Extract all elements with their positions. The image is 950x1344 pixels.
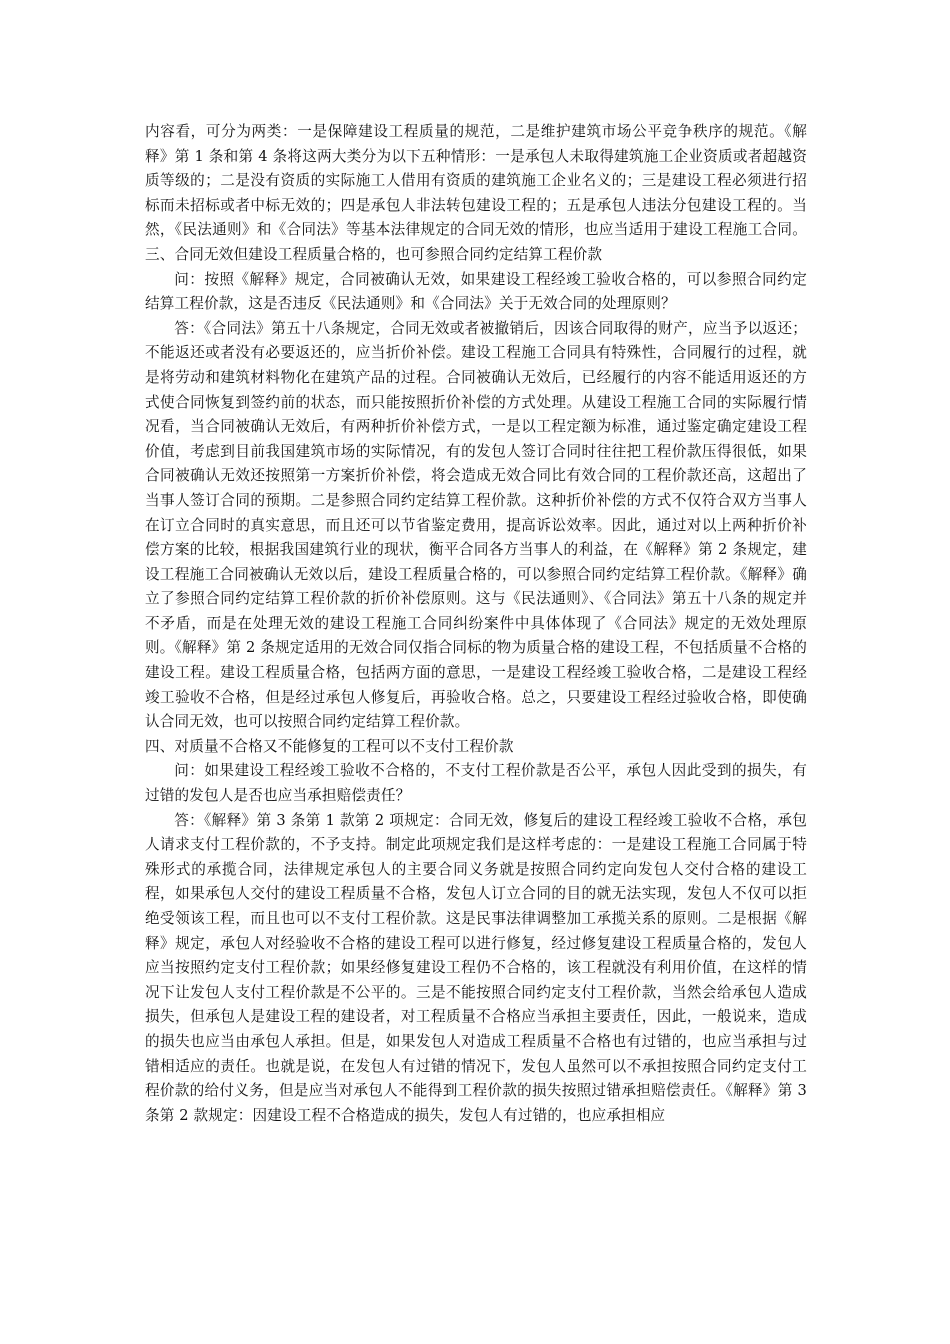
paragraph-3-answer: 答：《合同法》第五十八条规定，合同无效或者被撤销后，因该合同取得的财产，应当予以返还；不能返还或者没有必要返还的，应当折价补偿。建设工程施工合同具有特殊性，合同履行的过程，就是将劳动和建筑材料物化在建筑产品的过程。合同被确认无效后，已经履行的内容不能适用返还的方式使合同恢复到签约前的状态，而只能按照折价补偿的方式处理。从建设工程施工合同的实际履行情况看，当合同被确认无效后，有两种折价补偿方式，一是以工程定额为标准，通过鉴定确定建设工程价值，考虑到目前我国建筑市场的实际情况，有的发包人签订合同时往往把工程价款压得很低，如果合同被确认无效还按照第一方案折价补偿，将会造成无效合同比有效合同的工程价款还高，这超出了当事人签订合同的预期。二是参照合同约定结算工程价款。这种折价补偿的方式不仅符合双方当事人在订立合同时的真实意思，而且还可以节省鉴定费用，提高诉讼效率。因此，通过对以上两种折价补偿方案的比较，根据我国建筑行业的现状，衡平合同各方当事人的利益，在《解释》第 2 条规定，建设工程施工合同被确认无效以后，建设工程质量合格的，可以参照合同约定结算工程价款。《解释》确立了参照合同约定结算工程价款的折价补偿原则。这与《民法通则》、《合同法》第五十八条的规定并不矛盾，而是在处理无效的建设工程施工合同纠纷案件中具体体现了《合同法》规定的无效处理原则。《解释》第 2 条规定适用的无效合同仅指合同标的物为质量合格的建设工程，不包括质量不合格的建设工程。建设工程质量合格，包括两方面的意思，一是建设工程经竣工验收合格，二是建设工程经竣工验收不合格，但是经过承包人修复后，再验收合格。总之，只要建设工程经过验收合格，即使确认合同无效，也可以按照合同约定结算工程价款。 — [145, 319, 807, 731]
paragraph-2-question: 问：按照《解释》规定，合同被确认无效，如果建设工程经竣工验收合格的，可以参照合同约定结算工程价款，这是否违反《民法通则》和《合同法》关于无效合同的处理原则？ — [145, 270, 807, 313]
paragraph-5-question: 问：如果建设工程经竣工验收不合格的，不支付工程价款是否公平，承包人因此受到的损失，有过错的发包人是否也应当承担赔偿责任？ — [145, 762, 807, 805]
document-body — [145, 120, 807, 1128]
section-heading-4: 四、对质量不合格又不能修复的工程可以不支付工程价款 — [145, 737, 514, 755]
paragraph-1: 内容看，可分为两类：一是保障建设工程质量的规范，二是维护建筑市场公平竞争秩序的规范。《解释》第 1 条和第 4 条将这两大类分为以下五种情形：一是承包人未取得建筑施工企业资质或者超越资质等级的；二是没有资质的实际施工人借用有资质的建筑施工企业名义的；三是建设工程必须进行招标而未招标或者中标无效的；四是承包人非法转包建设工程的；五是承包人违法分包建设工程的。当然，《民法通则》和《合同法》等基本法律规定的合同无效的情形，也应当适用于建设工程施工合同。三、合同无效但建设工程质量合格的，也可参照合同约定结算工程价款 — [145, 123, 807, 263]
paragraph-6-answer: 答：《解释》第 3 条第 1 款第 2 项规定：合同无效，修复后的建设工程经竣工验收不合格，承包人请求支付工程价款的，不予支持。制定此项规定我们是这样考虑的：一是建设工程施工合同属于特殊形式的承揽合同，法律规定承包人的主要合同义务就是按照合同约定向发包人交付合格的建设工程，如果承包人交付的建设工程质量不合格，发包人订立合同的目的就无法实现，发包人不仅可以拒绝受领该工程，而且也可以不支付工程价款。这是民事法律调整加工承揽关系的原则。二是根据《解释》规定，承包人对经验收不合格的建设工程可以进行修复，经过修复建设工程质量合格的，发包人应当按照约定支付工程价款；如果经修复建设工程仍不合格的，该工程就没有利用价值，在这样的情况下让发包人支付工程价款是不公平的。三是不能按照合同约定支付工程价款，当然会给承包人造成损失，但承包人是建设工程的建设者，对工程质量不合格应当承担主要责任，因此，一般说来，造成的损失也应当由承包人承担。但是，如果发包人对造成工程质量不合格也有过错的，也应当承担与过错相适应的责任。也就是说，在发包人有过错的情况下，发包人虽然可以不承担按照合同约定支付工程价款的给付义务，但是应当对承包人不能得到工程价款的损失按照过错承担赔偿责任。《解释》第 3 条第 2 款规定：因建设工程不合格造成的损失，发包人有过错的，也应承担相应 — [145, 811, 807, 1124]
